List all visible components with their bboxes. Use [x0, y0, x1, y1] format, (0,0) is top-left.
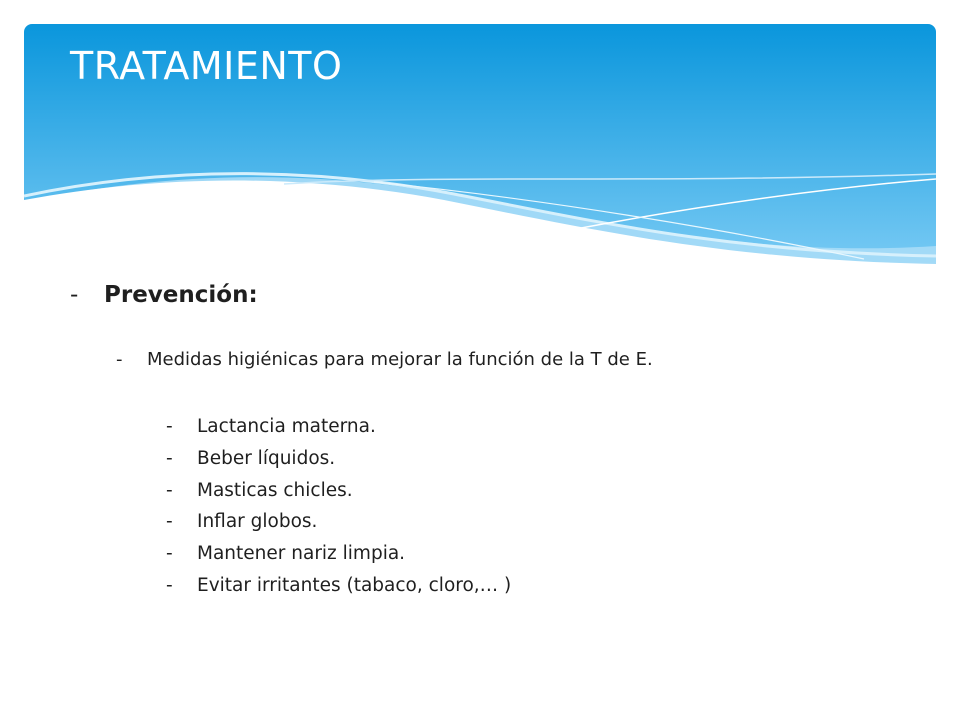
- subitem-text: Lactancia materna.: [197, 416, 376, 437]
- bullet-dash: -: [166, 448, 173, 469]
- slide-title: TRATAMIENTO: [70, 44, 343, 88]
- bullet-dash: -: [166, 575, 173, 596]
- subitem-text: Mantener nariz limpia.: [197, 543, 406, 564]
- bullet-dash: -: [70, 282, 79, 308]
- subitem-text: Inflar globos.: [197, 511, 318, 532]
- section-heading: Prevención:: [104, 282, 258, 308]
- bullet-dash: -: [166, 416, 173, 437]
- subitem-text: Evitar irritantes (tabaco, cloro,… ): [197, 575, 512, 596]
- bullet-dash: -: [166, 511, 173, 532]
- bullet-dash: -: [166, 480, 173, 501]
- item-text: Medidas higiénicas para mejorar la función de la T de E.: [147, 349, 653, 370]
- subitem-text: Masticas chicles.: [197, 480, 353, 501]
- bullet-dash: -: [116, 349, 123, 370]
- bullet-dash: -: [166, 543, 173, 564]
- subitem-text: Beber líquidos.: [197, 448, 336, 469]
